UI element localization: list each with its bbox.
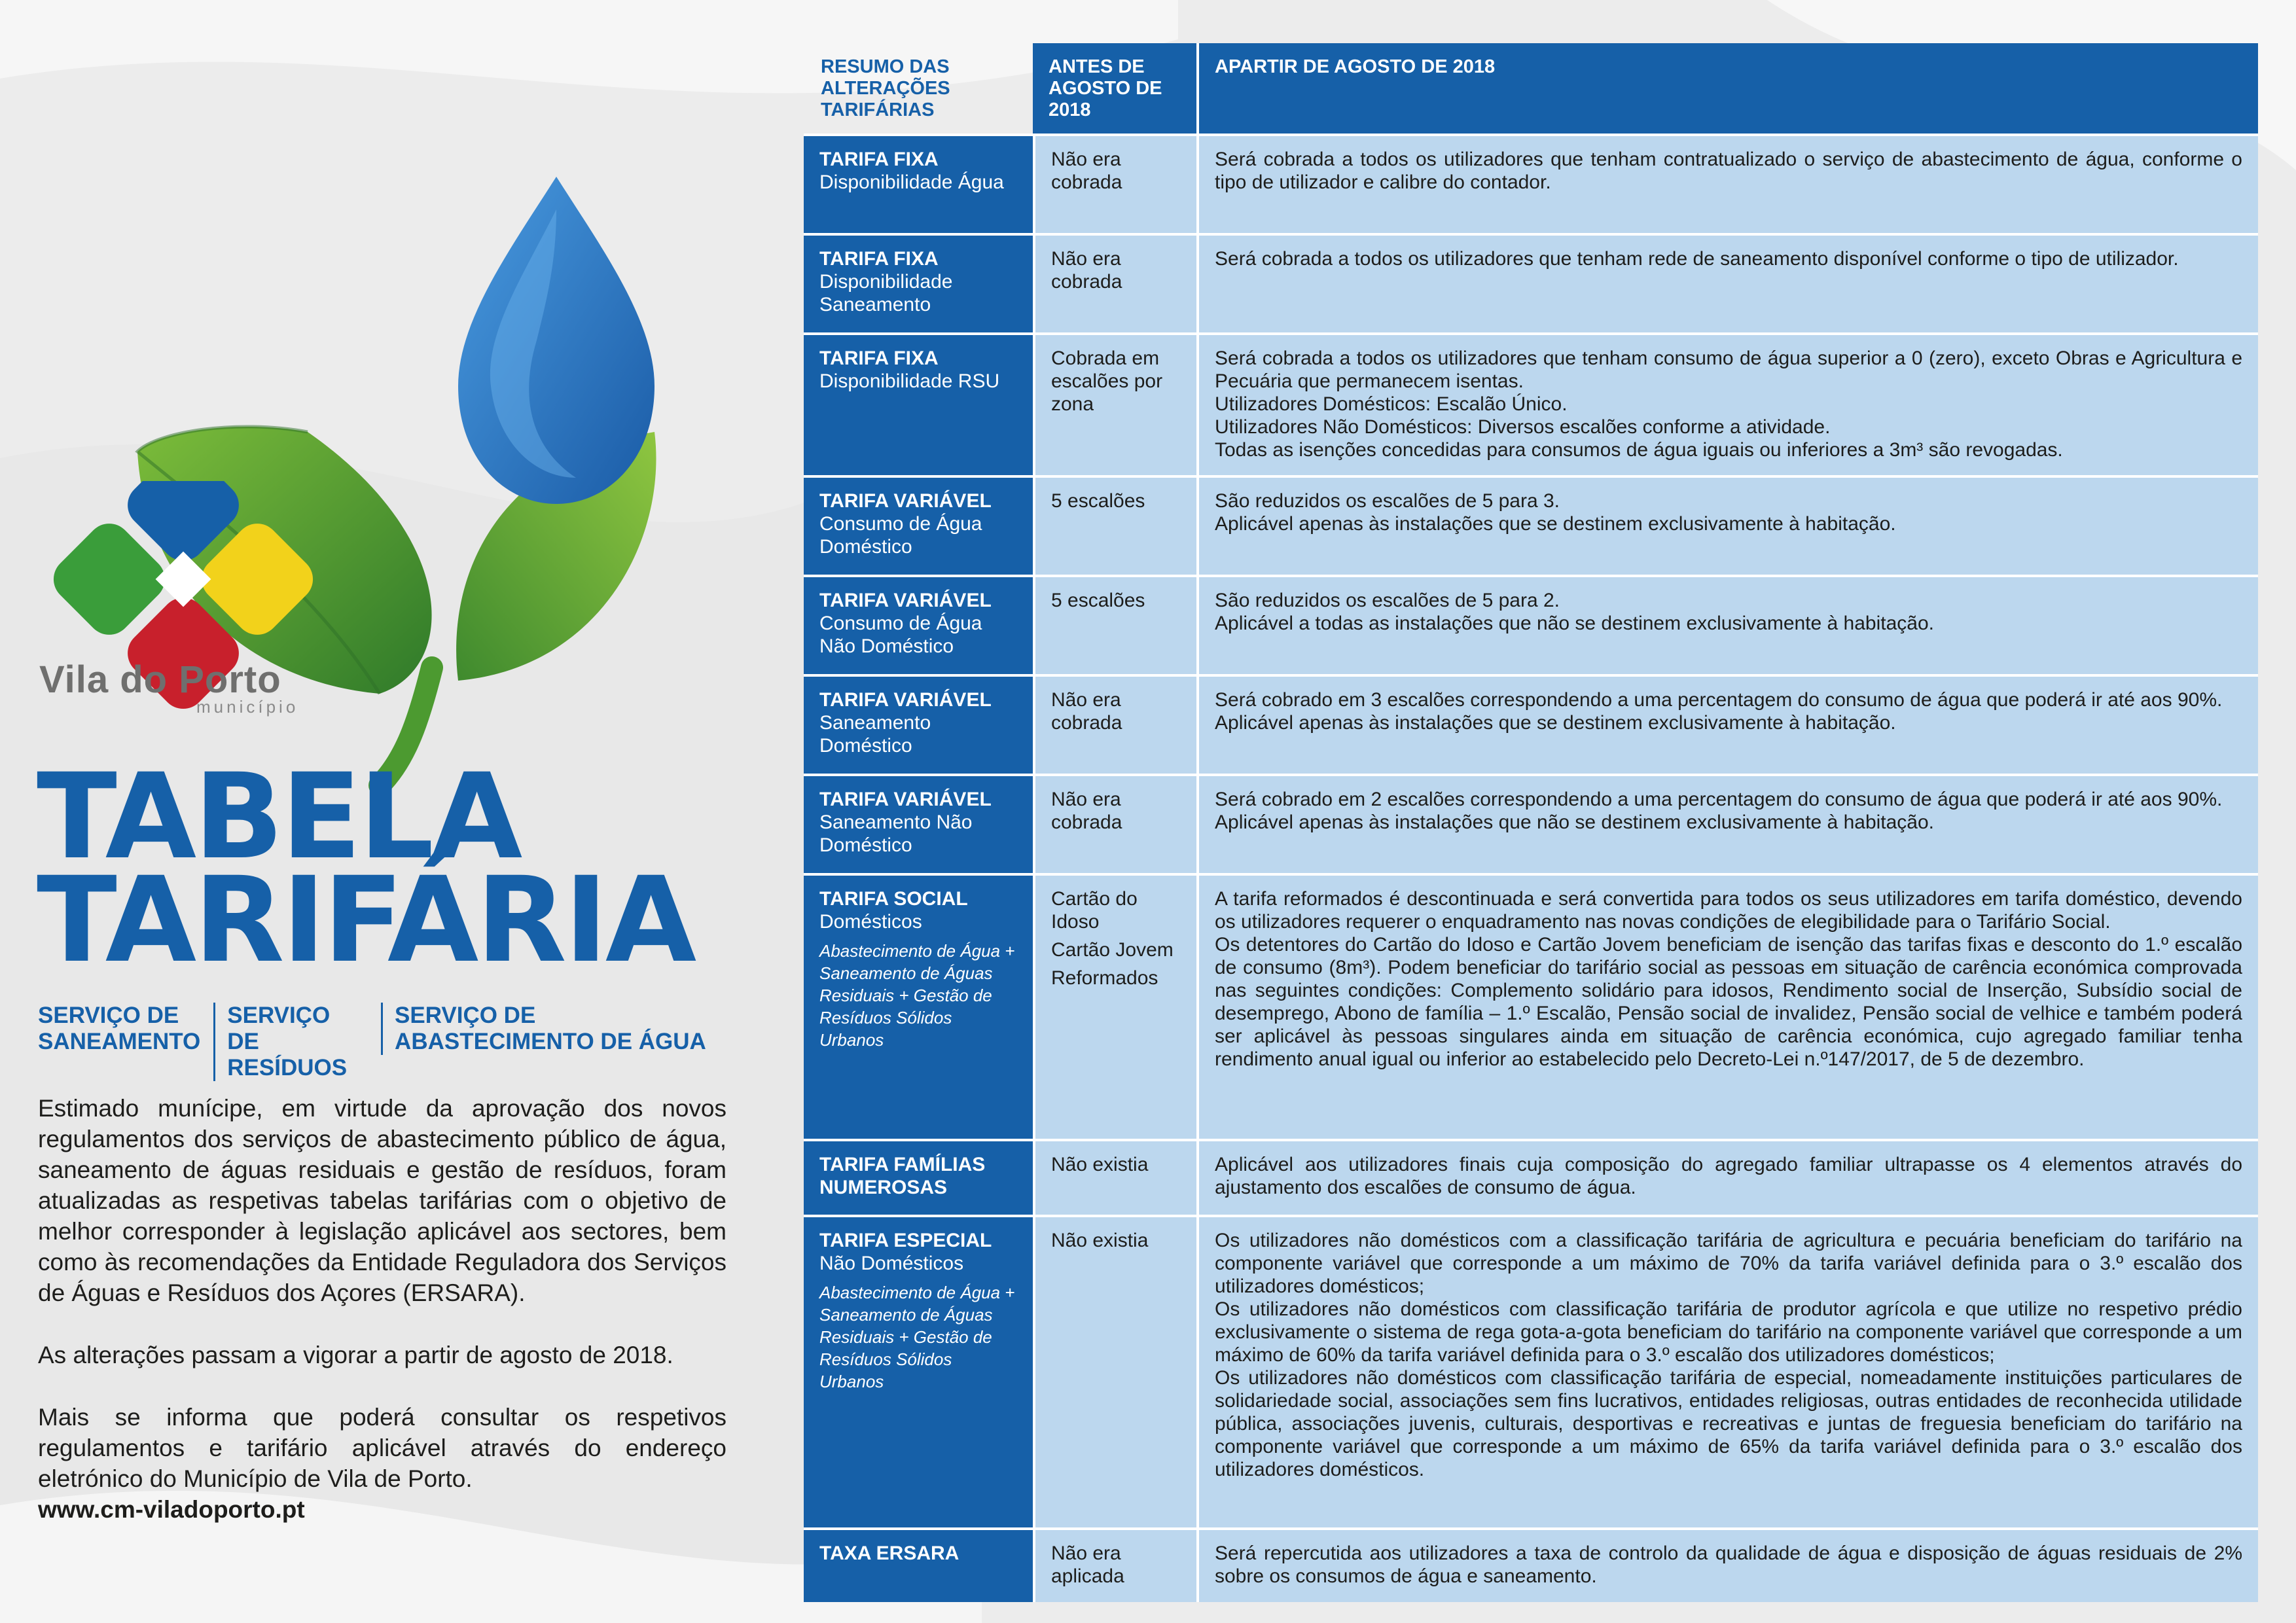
tariff-name: TARIFA SOCIAL xyxy=(819,888,968,910)
after-text: Aplicável apenas às instalações que não se destinem exclusivamente à habitação. xyxy=(1215,812,1935,833)
tariff-subtitle: Consumo de Água Não Doméstico xyxy=(819,613,982,657)
tariff-name: TARIFA VARIÁVEL xyxy=(819,689,992,711)
tariff-subtitle: Não Domésticos xyxy=(819,1253,964,1274)
before-text: Cobrada em escalões por zona xyxy=(1051,348,1163,415)
tariff-name-cell xyxy=(804,335,1033,475)
tariff-subtitle: Domésticos xyxy=(819,911,922,933)
after-text: Aplicável apenas às instalações que se destinem exclusivamente à habitação. xyxy=(1215,513,1896,535)
intro-paragraph-3: Mais se informa que poderá consultar os respetivos regulamentos e tarifário aplicável através do endereço eletrónico do Município de Vila de Porto. xyxy=(38,1404,726,1492)
tariff-name: TARIFA VARIÁVEL xyxy=(819,789,992,810)
after-cell xyxy=(1196,776,2258,873)
tariff-table xyxy=(804,43,2258,1602)
website-link[interactable]: www.cm-viladoporto.pt xyxy=(38,1496,305,1523)
tariff-subtitle: Disponibilidade RSU xyxy=(819,370,1000,392)
tariff-name: TAXA ERSARA xyxy=(819,1543,960,1564)
before-cell xyxy=(1033,478,1196,575)
after-text: Utilizadores Não Domésticos: Diversos escalões conforme a atividade. xyxy=(1215,416,1831,438)
services-list xyxy=(38,1003,732,1080)
after-text: Aplicável apenas às instalações que se destinem exclusivamente à habitação. xyxy=(1215,712,1896,734)
tariff-name-cell xyxy=(804,876,1033,1139)
after-text: Os utilizadores não domésticos com a classificação tarifária de agricultura e pecuária beneficiam do tarifário na componente variável que corresponde a um máximo de 70% da tarifa variável definida para o 3.º escalão dos utilizadores domésticos; xyxy=(1215,1230,2242,1297)
before-cell xyxy=(1033,677,1196,774)
after-cell xyxy=(1196,136,2258,233)
before-text: Cartão Jovem xyxy=(1051,939,1174,961)
intro-paragraph-2: As alterações passam a vigorar a partir de agosto de 2018. xyxy=(38,1342,673,1368)
table-body xyxy=(804,134,2258,1602)
before-cell xyxy=(1033,1217,1196,1527)
before-text: Não existia xyxy=(1051,1230,1149,1251)
intro-paragraph-1: Estimado munícipe, em virtude da aprovação dos novos regulamentos dos serviços de abastecimento público de água, saneamento de águas residuais e gestão de resíduos, foram atualizadas as respetivas tabelas tarifárias com o objetivo de melhor corresponder à legislação aplicável aos sectores, bem como às recomendações da Entidade Reguladora dos Serviços de Águas e Resíduos dos Açores (ERSARA). xyxy=(38,1095,726,1306)
after-cell xyxy=(1196,1141,2258,1215)
after-text: Será cobrada a todos os utilizadores que tenham consumo de água superior a 0 (zero), exceto Obras e Agricultura e Pecuária que permanecem isentas. xyxy=(1215,348,2242,392)
tariff-name: TARIFA FIXA xyxy=(819,149,939,170)
before-text: Não existia xyxy=(1051,1154,1149,1175)
before-text: 5 escalões xyxy=(1051,590,1145,611)
before-text: Não era aplicada xyxy=(1051,1543,1124,1587)
intro-text xyxy=(38,1093,726,1525)
after-cell xyxy=(1196,577,2258,674)
after-cell xyxy=(1196,876,2258,1139)
tariff-name: TARIFA ESPECIAL xyxy=(819,1230,992,1251)
after-text: Os utilizadores não domésticos com classificação tarifária de especial, nomeadamente instituições particulares de solidariedade social, associações sem fins lucrativos, entidades religiosas, outras entidades de reconhecida utilidade pública, associações juvenis, culturais, desportivas e recreativas e juntas de freguesia beneficiam do tarifário na componente variável que corresponde a um máximo de 65% da tarifa variável definida para o 3.º escalão dos utilizadores domésticos. xyxy=(1215,1367,2242,1480)
after-cell xyxy=(1196,1217,2258,1527)
after-cell xyxy=(1196,478,2258,575)
tariff-subtitle: Saneamento Doméstico xyxy=(819,712,931,757)
after-text: Os utilizadores não domésticos com classificação tarifária de produtor agrícola e que utilize no respetivo prédio exclusivamente o sistema de rega gota-a-gota beneficiam do tarifário na componente variável que corresponde a um máximo de 60% da tarifa variável definida para o 3.º escalão dos utilizadores domésticos; xyxy=(1215,1298,2242,1366)
page-title xyxy=(37,749,744,989)
before-cell xyxy=(1033,335,1196,475)
title-line-1: TABELA xyxy=(37,749,520,885)
tariff-name: TARIFA FAMÍLIAS NUMEROSAS xyxy=(819,1154,986,1198)
title-line-2: TARIFÁRIA xyxy=(37,852,694,989)
service-saneamento: SERVIÇO DE SANEAMENTO xyxy=(38,1003,201,1054)
table-row xyxy=(804,1215,2258,1527)
tariff-name-cell xyxy=(804,776,1033,873)
after-text: Será cobrado em 3 escalões correspondendo a uma percentagem do consumo de água que poderá ir até aos 90%. xyxy=(1215,689,2223,711)
before-text: Reformados xyxy=(1051,967,1158,989)
after-text: São reduzidos os escalões de 5 para 2. xyxy=(1215,590,1560,611)
before-text: Não era cobrada xyxy=(1051,689,1122,734)
before-cell xyxy=(1033,236,1196,332)
table-row xyxy=(804,674,2258,774)
tariff-name-cell xyxy=(804,136,1033,233)
before-cell xyxy=(1033,577,1196,674)
tariff-name-cell xyxy=(804,236,1033,332)
after-text: Utilizadores Domésticos: Escalão Único. xyxy=(1215,393,1568,415)
table-row xyxy=(804,774,2258,873)
tariff-name: TARIFA VARIÁVEL xyxy=(819,590,992,611)
table-row xyxy=(804,134,2258,233)
after-text: Todas as isenções concedidas para consumos de água iguais ou inferiores a 3m³ são revogadas. xyxy=(1215,439,2063,461)
after-cell xyxy=(1196,1530,2258,1602)
tariff-subtitle: Disponibilidade Água xyxy=(819,171,1004,193)
header-summary: RESUMO DAS ALTERAÇÕES TARIFÁRIAS xyxy=(821,56,950,120)
after-cell xyxy=(1196,236,2258,332)
tariff-name-cell xyxy=(804,577,1033,674)
tariff-services: Abastecimento de Água + Saneamento de Águas Residuais + Gestão de Resíduos Sólidos Urbanos xyxy=(819,1283,1015,1391)
tariff-subtitle: Consumo de Água Doméstico xyxy=(819,513,982,558)
tariff-name-cell xyxy=(804,1141,1033,1215)
logo-subtitle: município xyxy=(196,697,299,717)
after-text: Será cobrada a todos os utilizadores que tenham contratualizado o serviço de abastecimento de água, conforme o tipo de utilizador e calibre do contador. xyxy=(1215,149,2242,193)
table-row xyxy=(804,873,2258,1139)
before-text: Não era cobrada xyxy=(1051,149,1122,193)
after-text: Aplicável a todas as instalações que não se destinem exclusivamente à habitação. xyxy=(1215,613,1934,634)
after-cell xyxy=(1196,335,2258,475)
service-abastecimento: SERVIÇO DE ABASTECIMENTO DE ÁGUA xyxy=(381,1003,732,1055)
before-cell xyxy=(1033,776,1196,873)
tariff-subtitle: Disponibilidade Saneamento xyxy=(819,271,953,315)
table-row xyxy=(804,575,2258,674)
table-row xyxy=(804,1527,2258,1602)
before-cell xyxy=(1033,1530,1196,1602)
before-cell xyxy=(1033,1141,1196,1215)
after-text: Aplicável aos utilizadores finais cuja composição do agregado familiar ultrapasse os 4 elementos através do ajustamento dos escalões de consumo de água. xyxy=(1215,1154,2242,1198)
before-text: 5 escalões xyxy=(1051,490,1145,512)
after-text: Será cobrada a todos os utilizadores que tenham rede de saneamento disponível conforme o tipo de utilizador. xyxy=(1215,248,2179,270)
table-row xyxy=(804,233,2258,332)
tariff-name-cell xyxy=(804,1217,1033,1527)
after-text: São reduzidos os escalões de 5 para 3. xyxy=(1215,490,1560,512)
after-text: Os detentores do Cartão do Idoso e Cartão Jovem beneficiam de isenção das tarifas fixas e desconto do 1.º escalão de consumo (8m³). Podem beneficiar do tarifário social as pessoas em situação de carência económica comprovada nas seguintes condições: Complemento solidário para idosos, Rendimento social de Inserção, Subsídio social de desemprego, Abono de família – 1.º Escalão, Pensão social de invalidez, Pensão social de velhice e também poderá ser aplicável às pessoas singulares ainda em situação de carência económica, cujo agregado familiar tenha rendimento anual igual ou inferior ao estabelecido pelo Decreto-Lei n.º147/2017, de 5 de dezembro. xyxy=(1215,934,2242,1070)
before-text: Cartão do Idoso xyxy=(1051,888,1138,933)
before-cell xyxy=(1033,136,1196,233)
before-text: Não era cobrada xyxy=(1051,248,1122,293)
table-row xyxy=(804,475,2258,575)
header-after: APARTIR DE AGOSTO DE 2018 xyxy=(1196,43,2258,134)
before-text: Não era cobrada xyxy=(1051,789,1122,833)
after-cell xyxy=(1196,677,2258,774)
logo-name: Vila do Porto xyxy=(39,658,281,701)
tariff-name: TARIFA FIXA xyxy=(819,248,939,270)
table-row xyxy=(804,1139,2258,1215)
before-cell xyxy=(1033,876,1196,1139)
tariff-name-cell xyxy=(804,478,1033,575)
tariff-name: TARIFA VARIÁVEL xyxy=(819,490,992,512)
header-before: ANTES DE AGOSTO DE 2018 xyxy=(1033,43,1196,134)
service-residuos: SERVIÇO DE RESÍDUOS xyxy=(213,1003,381,1081)
after-text: A tarifa reformados é descontinuada e será convertida para todos os seus utilizadores em tarifa doméstico, devendo os utilizadores requerer o enquadramento nas novas condições de elegibilidade para o Tarifário Social. xyxy=(1215,888,2242,933)
table-row xyxy=(804,332,2258,475)
table-header xyxy=(804,43,2258,134)
tariff-name: TARIFA FIXA xyxy=(819,348,939,369)
after-text: Será cobrado em 2 escalões correspondendo a uma percentagem do consumo de água que poderá ir até aos 90%. xyxy=(1215,789,2223,810)
tariff-name-cell xyxy=(804,677,1033,774)
tariff-services: Abastecimento de Água + Saneamento de Águas Residuais + Gestão de Resíduos Sólidos Urbanos xyxy=(819,941,1015,1050)
after-text: Será repercutida aos utilizadores a taxa de controlo da qualidade de água e disposição de águas residuais de 2% sobre os consumos de água e saneamento. xyxy=(1215,1543,2242,1587)
tariff-name-cell xyxy=(804,1530,1033,1602)
tariff-subtitle: Saneamento Não Doméstico xyxy=(819,812,973,856)
